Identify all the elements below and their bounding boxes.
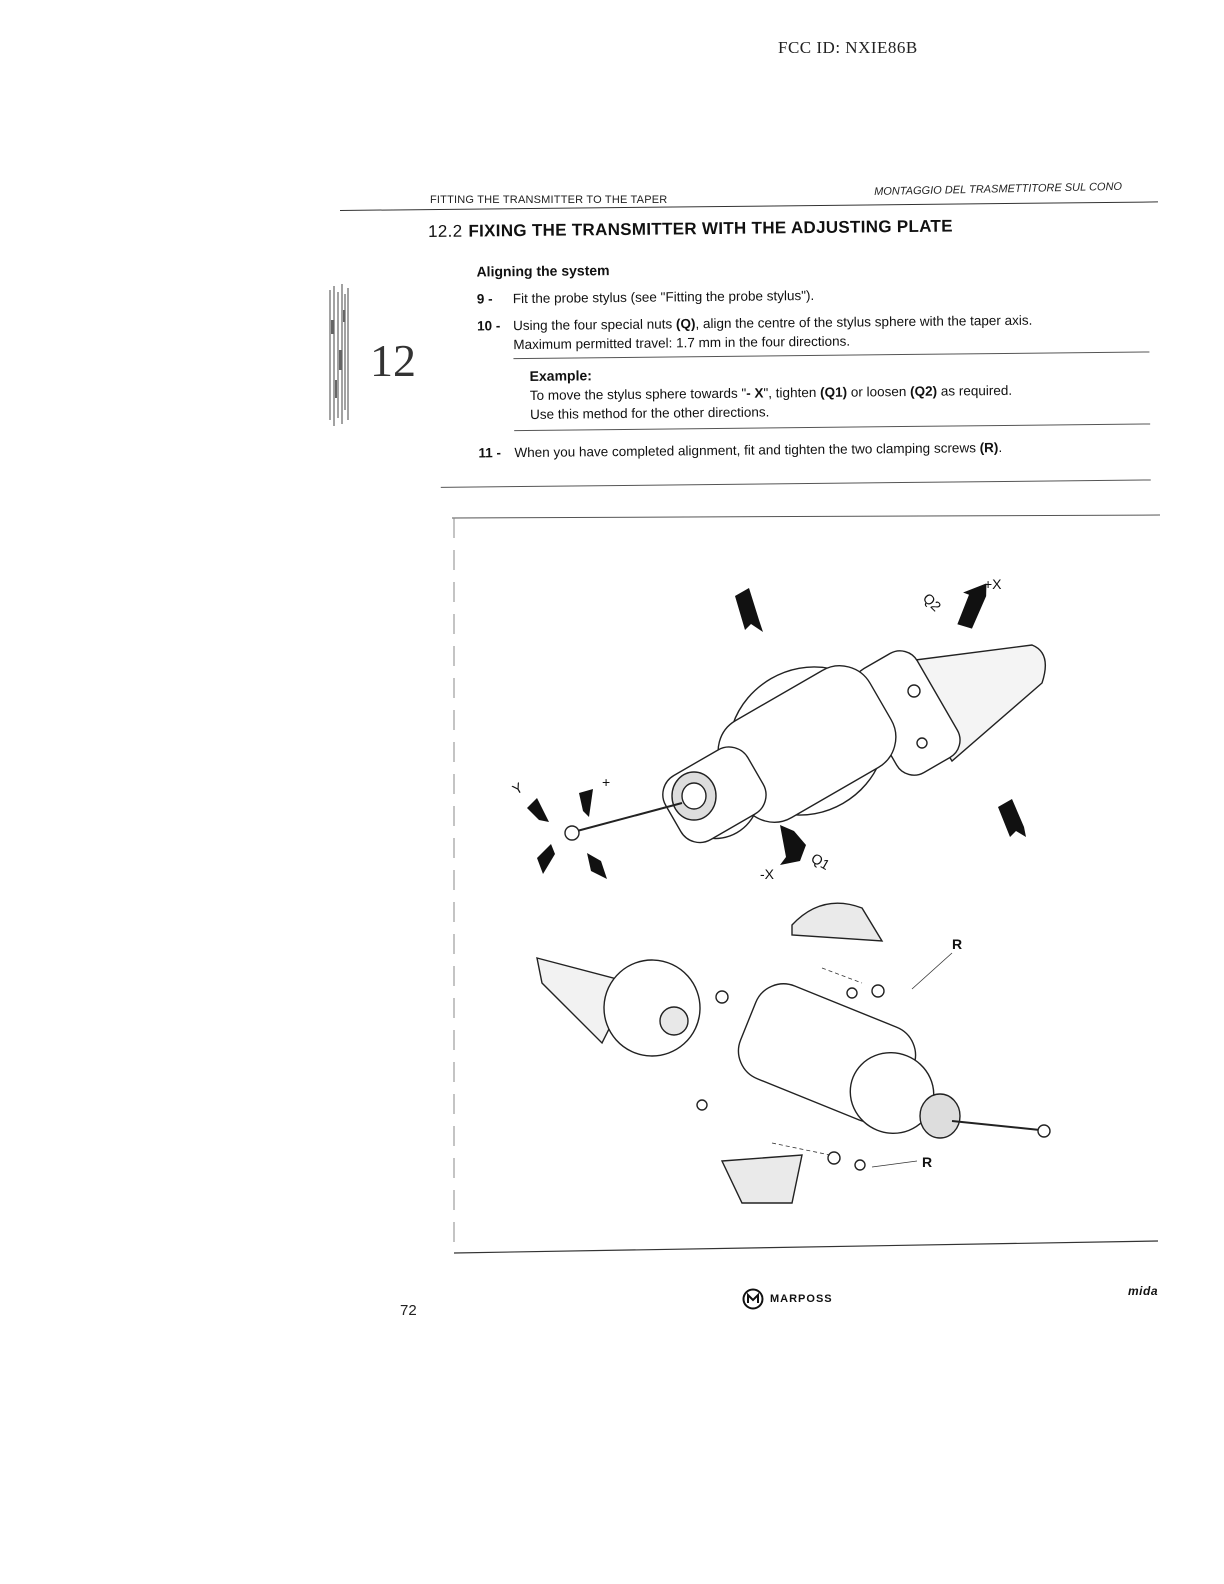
label-plus-x: +X (984, 576, 1002, 592)
example-box (530, 360, 1151, 423)
label-r-bottom: R (922, 1154, 933, 1170)
arrow-y-left (527, 798, 549, 822)
label-y: Y (509, 779, 526, 798)
assembled-transmitter (565, 639, 1045, 854)
label-q2: Q2 (919, 589, 945, 615)
example-line-1: To move the stylus sphere towards "- X", tighten (Q1) or loosen (Q2) as required. (529, 382, 1013, 403)
arrow-up-left (735, 588, 763, 632)
chapter-tab-marker (322, 280, 362, 430)
step-number: 10 - (477, 318, 501, 334)
subheading: Aligning the system (476, 262, 610, 280)
product-name: mida (1128, 1284, 1159, 1298)
chapter-number: 12 (370, 335, 416, 386)
step-number: 9 - (476, 291, 493, 307)
step-text-part: . (998, 440, 1003, 456)
max-travel-note: Maximum permitted travel: 1.7 mm in the four directions. (513, 333, 851, 353)
example-label: Example: (529, 367, 592, 384)
marposs-logo-icon (742, 1288, 764, 1310)
section-title-text: FIXING THE TRANSMITTER WITH THE ADJUSTING PLATE (468, 216, 953, 241)
step-11 (478, 436, 1150, 462)
step-text-part: Using the four special nuts (513, 316, 677, 334)
label-plus: + (602, 774, 611, 790)
section-title (428, 214, 1148, 242)
arrow-bottom-left (537, 844, 555, 874)
step-text-part: , align the centre of the stylus sphere with the taper axis. (695, 312, 1033, 332)
label-minus-x: -X (760, 866, 774, 882)
figure-bottom-border (454, 1241, 1158, 1253)
example-line-2: Use this method for the other directions. (529, 404, 770, 422)
step-10 (477, 309, 1149, 354)
label-r-top: R (952, 936, 963, 952)
fcc-id: FCC ID: NXIE86B (778, 38, 918, 57)
arrow-q1 (780, 825, 806, 865)
step-text (514, 436, 1150, 462)
step-text (513, 309, 1149, 354)
step-number: 11 - (478, 445, 502, 461)
section-end-rule (441, 479, 1151, 487)
figure-top-border (452, 515, 1160, 518)
running-header-english: FITTING THE TRANSMITTER TO THE TAPER (430, 194, 668, 206)
example-bottom-rule (514, 423, 1150, 431)
step-text: Fit the probe stylus (see "Fitting the probe stylus"). (512, 287, 815, 307)
arrow-right (998, 799, 1026, 837)
exploded-assembly (537, 903, 1050, 1203)
page-number: 72 (400, 1302, 417, 1319)
arrow-plus-left (579, 789, 593, 817)
main-content (428, 214, 1151, 488)
step-text-part: When you have completed alignment, fit and tighten the two clamping screws (514, 440, 980, 461)
running-header-italian: MONTAGGIO DEL TRASMETTITORE SUL CONO (874, 180, 1123, 198)
step-9 (477, 282, 1149, 308)
assembly-illustration (452, 513, 1160, 1255)
screw-reference: (R) (979, 440, 999, 456)
section-number: 12.2 (428, 221, 463, 241)
brand-logo (742, 1288, 833, 1310)
nut-reference: (Q) (675, 316, 696, 332)
label-q1: Q1 (808, 849, 833, 873)
brand-name: MARPOSS (770, 1293, 833, 1305)
arrow-bottom-right (587, 853, 607, 879)
